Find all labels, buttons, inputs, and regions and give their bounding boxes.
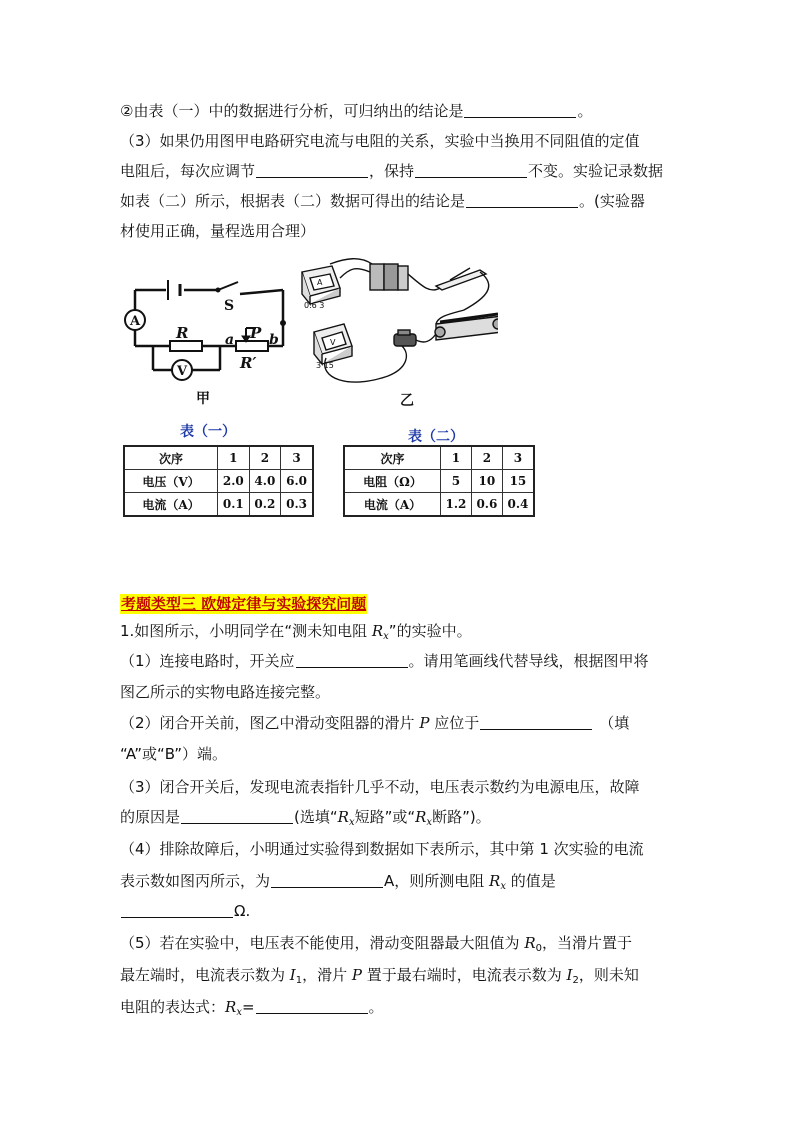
table-1 [123,445,314,517]
variable-p: P [419,714,430,732]
question-text: 图乙所示的实物电路连接完整。 [120,683,331,701]
q1-part5-line1 [120,928,680,964]
variable-r: R [371,622,384,640]
circuit-figure [118,258,498,418]
question-text: ，滑片 [302,966,352,984]
question-text: ，当滑片置于 [542,934,633,952]
question-text: 置于最右端时，电流表示数为 [361,966,567,984]
table-row [124,470,313,493]
question-3-line-1 [120,126,680,157]
question-text: （填 [599,714,630,732]
question-text: （3）闭合开关后，发现电流表指针几乎不动，电压表示数约为电源电压，故障 [120,778,640,796]
table-header-cell: 次序 [344,446,441,470]
rheostat-label: R′ [240,354,257,372]
answer-blank[interactable] [415,159,527,178]
circuit-components [125,280,286,380]
table-cell: 5 [441,470,472,493]
ammeter-face-label: A [317,278,323,287]
subscript-1: 1 [295,975,303,986]
question-text: “A”或“B”）端。 [120,745,228,763]
table-2 [343,445,535,517]
subscript-x: x [426,817,433,828]
variable-r: R [225,998,237,1016]
question-text: = [241,998,255,1016]
variable-p: P [351,966,362,984]
q1-part3-line1 [120,772,680,803]
table-header-cell: 3 [502,446,534,470]
table-cell: 4.0 [249,470,281,493]
question-3-line-3 [120,186,680,217]
end-b-label: b [269,332,279,348]
figure-label-jia: 甲 [196,391,210,407]
question-2-conclusion [120,96,680,127]
question-text: ，保持 [369,162,415,180]
variable-r: R [337,808,349,826]
circuit-diagram [118,258,498,418]
table-row [344,446,534,470]
q1-part2-line2 [120,739,680,770]
answer-blank[interactable] [181,805,293,824]
variable-r: R [415,808,427,826]
question-text: ”的实验中。 [388,622,472,640]
table-cell: 6.0 [281,470,313,493]
answer-blank[interactable] [256,159,368,178]
table-header-cell: 3 [281,446,313,470]
question-text: 的原因是 [120,808,181,826]
table-row-label: 电阻（Ω） [344,470,441,493]
q1-part3-line2 [120,802,680,838]
punctuation: 。 [577,102,593,120]
switch-lever [218,282,238,290]
question-text: 电阻的表达式： [120,998,226,1016]
table-header-cell: 次序 [124,446,218,470]
q1-part1-line1 [120,646,680,677]
question-text: 电阻后，每次应调节 [120,162,256,180]
table-cell: 0.2 [249,493,281,517]
answer-blank[interactable] [480,711,592,730]
table-cell: 0.6 [471,493,502,517]
subscript-x: x [348,817,355,828]
section-heading: 考题类型三 欧姆定律与实验探究问题 [121,595,367,613]
answer-blank[interactable] [256,995,368,1014]
switch-pivot [216,288,220,292]
table-cell: 0.1 [218,493,250,517]
question-text: 短路”或“ [354,808,416,826]
subscript-x: x [500,881,506,892]
question-text: （1）连接电路时，开关应 [120,652,295,670]
table-cell: 1.2 [441,493,472,517]
ammeter-label: A [130,314,141,329]
question-text: A，则所测电阻 [384,872,490,890]
switch-label: S [224,298,235,314]
question-text: （4）排除故障后，小明通过实验得到数据如下表所示，其中第 1 次实验的电流 [120,840,644,858]
question-text: 最左端时，电流表示数为 [120,966,290,984]
table-cell: 0.3 [281,493,313,517]
answer-blank[interactable] [121,899,233,918]
q1-part5-line2 [120,960,680,996]
variable-i: I [566,966,573,984]
question-3-line-4 [120,216,680,247]
subscript-x: x [383,631,389,642]
variable-r: R [524,934,536,952]
question-text: 如表（二）所示，根据表（二）数据可得出的结论是 [120,192,466,210]
table-cell: 2.0 [218,470,250,493]
table-cell: 0.4 [502,493,534,517]
question-text: 应位于 [429,714,480,732]
question-text: ②由表（一）中的数据进行分析，可归纳出的结论是 [120,102,464,120]
table-header-cell: 1 [218,446,250,470]
q1-part4-line3 [120,896,680,927]
question-text: Ω. [234,902,251,920]
resistor-label: R [176,324,189,342]
figure-label-yi: 乙 [400,393,414,409]
subscript-x: x [236,1007,242,1018]
end-a-label: a [225,332,235,348]
table-row-label: 电流（A） [124,493,218,517]
answer-blank[interactable] [464,99,576,118]
rheostat [236,341,268,351]
subscript-0: 0 [535,943,542,954]
q1-part2-line1 [120,708,680,739]
question-text: 断路”)。 [432,808,491,826]
question-text: 1.如图所示，小明同学在“测未知电阻 [120,622,372,640]
question-text: 不变。实验记录数据 [528,162,664,180]
question-text: 。(实验器 [579,192,645,210]
question-text: 表示数如图丙所示，为 [120,872,271,890]
table-row [124,446,313,470]
answer-blank[interactable] [271,869,383,888]
question-text: 材使用正确，量程选用合理） [120,222,316,240]
table-1-title: 表（一） [180,424,236,440]
resistor-r [170,341,202,351]
question-text: （5）若在实验中，电压表不能使用，滑动变阻器最大阻值为 [120,934,525,952]
ammeter-scale-label: 0.6 3 [304,301,325,310]
table-row [124,493,313,517]
question-text: 。请用笔画线代替导线，根据图甲将 [408,652,649,670]
table-row [344,493,534,517]
question-text: （2）闭合开关前，图乙中滑动变阻器的滑片 [120,714,420,732]
question-3-line-2 [120,156,680,187]
question-text: 的值是 [505,872,556,890]
table-2-title: 表（二） [408,429,464,445]
voltmeter-label: V [177,364,188,379]
slider-label: P [250,324,262,342]
voltmeter-face-label: V [330,338,336,347]
table-row [344,470,534,493]
question-text: ，则未知 [578,966,639,984]
q1-part5-line3 [120,992,680,1028]
question-text: （3）如果仍用图甲电路研究电流与电阻的关系，实验中当换用不同阻值的定值 [120,132,640,150]
variable-i: I [289,966,296,984]
table-cell: 15 [502,470,534,493]
table-header-cell: 2 [249,446,281,470]
q1-part1-line2 [120,677,680,708]
table-header-cell: 2 [471,446,502,470]
variable-r: R [489,872,501,890]
answer-blank[interactable] [466,189,578,208]
table-cell: 10 [471,470,502,493]
table-header-cell: 1 [441,446,472,470]
subscript-2: 2 [572,975,579,986]
q1-part4-line1 [120,834,680,865]
table-row-label: 电压（V） [124,470,218,493]
question-text: 。 [368,998,384,1016]
voltmeter-scale-label: 3 15 [316,361,334,370]
table-row-label: 电流（A） [344,493,441,517]
question-text: (选填“ [294,808,338,826]
answer-blank[interactable] [296,649,408,668]
